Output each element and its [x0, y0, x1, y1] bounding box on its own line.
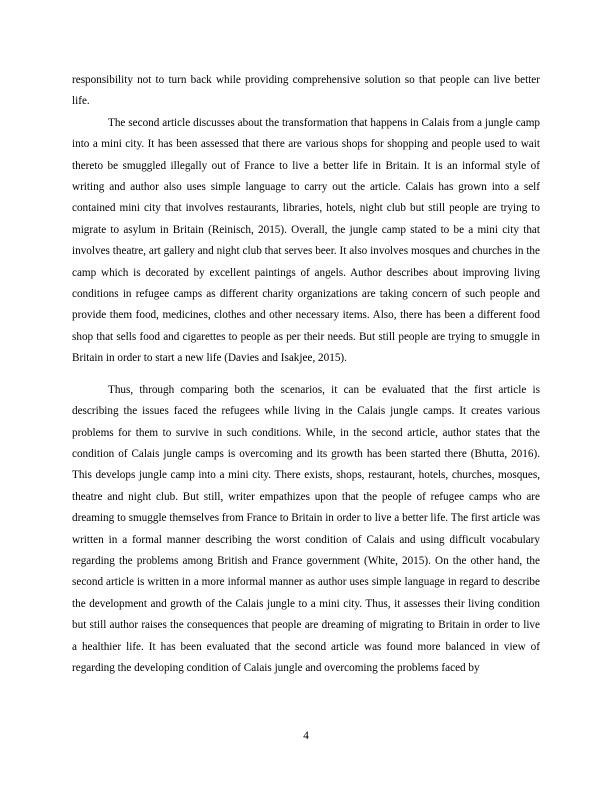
paragraph-second-article: The second article discusses about the transformation that happens in Calais from a jungle camp into a mini city. It has been assessed that there are various shops for shopping and people used to wait thereto be smuggled illegally out of France to live a better life in Britain. It is an informal style of writing and author also uses simple language to carry out the article. Calais has grown into a self contained mini city that involves restaurants, libraries, hotels, night club but still people are trying to migrate to asylum in Britain (Reinisch, 2015). Overall, the jungle camp stated to be a mini city that involves theatre, art gallery and night club that serves beer. It also involves mosques and churches in the camp which is decorated by excellent paintings of angels. Author describes about improving living conditions in refugee camps as different charity organizations are taking concern of such people and provide them food, medicines, clothes and other necessary items. Also, there has been a different food shop that sells food and cigarettes to people as per their needs. But still people are trying to smuggle in Britain in order to start a new life (Davies and Isakjee, 2015). — [72, 116, 540, 365]
paragraph-comparison: Thus, through comparing both the scenarios, it can be evaluated that the first article is describing the issues faced the refugees while living in the Calais jungle camps. It creates various problems for them to survive in such conditions. While, in the second article, author states that the condition of Calais jungle camps is overcoming and its growth has been started there (Bhutta, 2016). This develops jungle camp into a mini city. There exists, shops, restaurant, hotels, churches, mosques, theatre and night club. But still, writer empathizes upon that the people of refugee camps who are dreaming to smuggle themselves from France to Britain in order to live a better life. The first article was written in a formal manner describing the worst condition of Calais and using difficult vocabulary regarding the problems among British and France government (White, 2015). On the other hand, the second article is written in a more informal manner as author uses simple language in regard to describe the development and growth of the Calais jungle to a mini city. Thus, it assesses their living condition but still author raises the consequences that people are dreaming of migrating to Britain in order to live a healthier life. It has been evaluated that the second article was found more balanced in view of regarding the developing condition of Calais jungle and overcoming the problems faced by — [72, 383, 540, 674]
page-number: 4 — [303, 730, 309, 742]
paragraph-continuation: responsibility not to turn back while providing comprehensive solution so that people can live better life. — [72, 74, 540, 108]
page-body — [72, 70, 540, 679]
